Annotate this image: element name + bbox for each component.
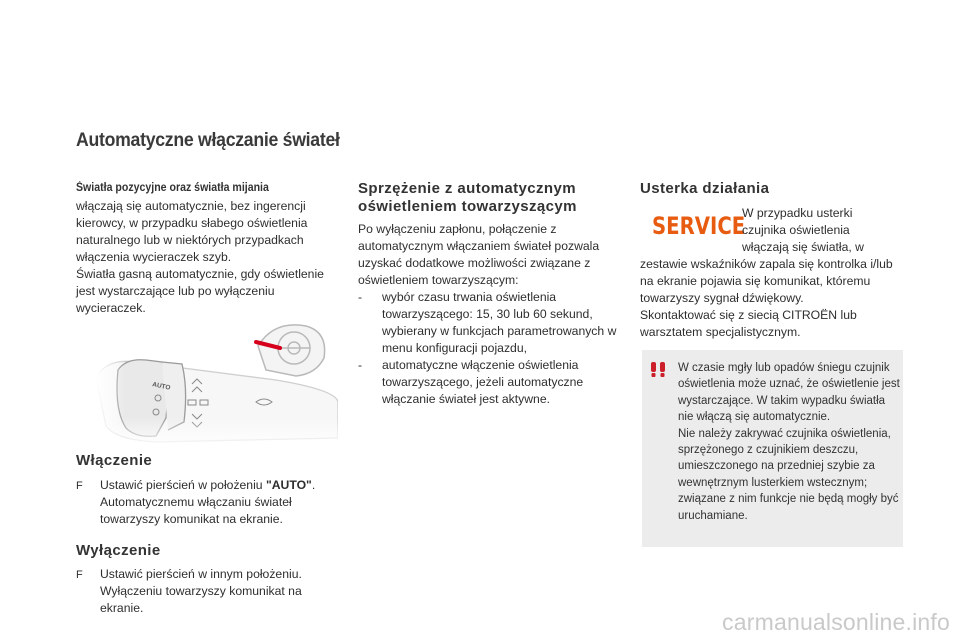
auto-position: "AUTO": [265, 478, 312, 492]
middle-paragraph: Po wyłączeniu zapłonu, połączenie z automatycznym włączaniem świateł pozwala uzyskać dodatkowe możliwości związane z oświetleniem towarzyszącym:: [358, 222, 600, 287]
service-warning-icon: SERVICE: [652, 212, 746, 240]
list-item: - wybór czasu trwania oświetlenia towarzyszącego: 15, 30 lub 60 sekund, wybierany w funkcjach parametrowanych w menu konfiguracji pojazdu,: [358, 290, 617, 355]
intro-paragraph-1: włączają się automatycznie, bez ingerencji kierowcy, w przypadku słabego oświetlenia naturalnego lub w niektórych przypadkach włączenia wycieraczek szyb.: [76, 199, 308, 264]
malfunction-intro: W przypadku usterki czujnika oświetlenia włączają się światła, w: [742, 206, 864, 254]
subheading-lights: Światła pozycyjne oraz światła mijania: [76, 182, 269, 194]
malfunction-paragraph: zestawie wskaźników zapala się kontrolka i/lub na ekranie pojawia się komunikat, któremu towarzyszy sygnał dźwiękowy. Skontaktować się z siecią CITROËN lub warsztatem specjalistycznym.: [640, 257, 893, 339]
malfunction-heading: Usterka działania: [640, 180, 770, 197]
guide-me-home-section: [358, 180, 628, 408]
list-item: - automatyczne włączenie oświetlenia towarzyszącego, jeżeli automatyczne włączanie świateł jest aktywne.: [358, 358, 584, 406]
page-title: Automatyczne włączanie świateł: [76, 130, 340, 151]
bullet-icon: F: [76, 569, 83, 581]
light-switch-illustration: [96, 318, 338, 450]
switch-on-heading: Włączenie: [76, 452, 153, 469]
intro-paragraph-2: Światła gasną automatycznie, gdy oświetlenie jest wystarczające lub po wyłączeniu wycieraczek.: [76, 267, 324, 315]
switch-off-heading: Wyłączenie: [76, 542, 161, 559]
switch-off-instruction: F Ustawić pierścień w innym położeniu. Wyłączeniu towarzyszy komunikat na ekranie.: [76, 567, 302, 615]
bullet-icon: F: [76, 480, 83, 492]
middle-heading-line1: Sprzężenie z automatycznym: [358, 180, 576, 197]
footer-watermark: carmanualsonline.info: [722, 609, 950, 635]
middle-heading-line2: oświetleniem towarzyszącym: [358, 198, 577, 215]
warning-exclamation-icon: [648, 361, 668, 377]
warning-text: W czasie mgły lub opadów śniegu czujnik oświetlenia może uznać, że oświetlenie jest wystarczające. W takim wypadku światła nie włączą się automatycznie. Nie należy zakrywać czujnika oświetlenia, sprzężonego z czujnikiem deszczu, umieszczonego na przedniej szybie za wewnętrznym lusterkiem wstecznym; związane z nim funkcje nie będą mogły być uruchamiane.: [678, 362, 900, 522]
switch-on-instruction: F Ustawić pierścień w położeniu "AUTO". Automatycznemu włączaniu świateł towarzyszy komunikat na ekranie.: [76, 478, 316, 526]
intro-section: [76, 180, 346, 317]
